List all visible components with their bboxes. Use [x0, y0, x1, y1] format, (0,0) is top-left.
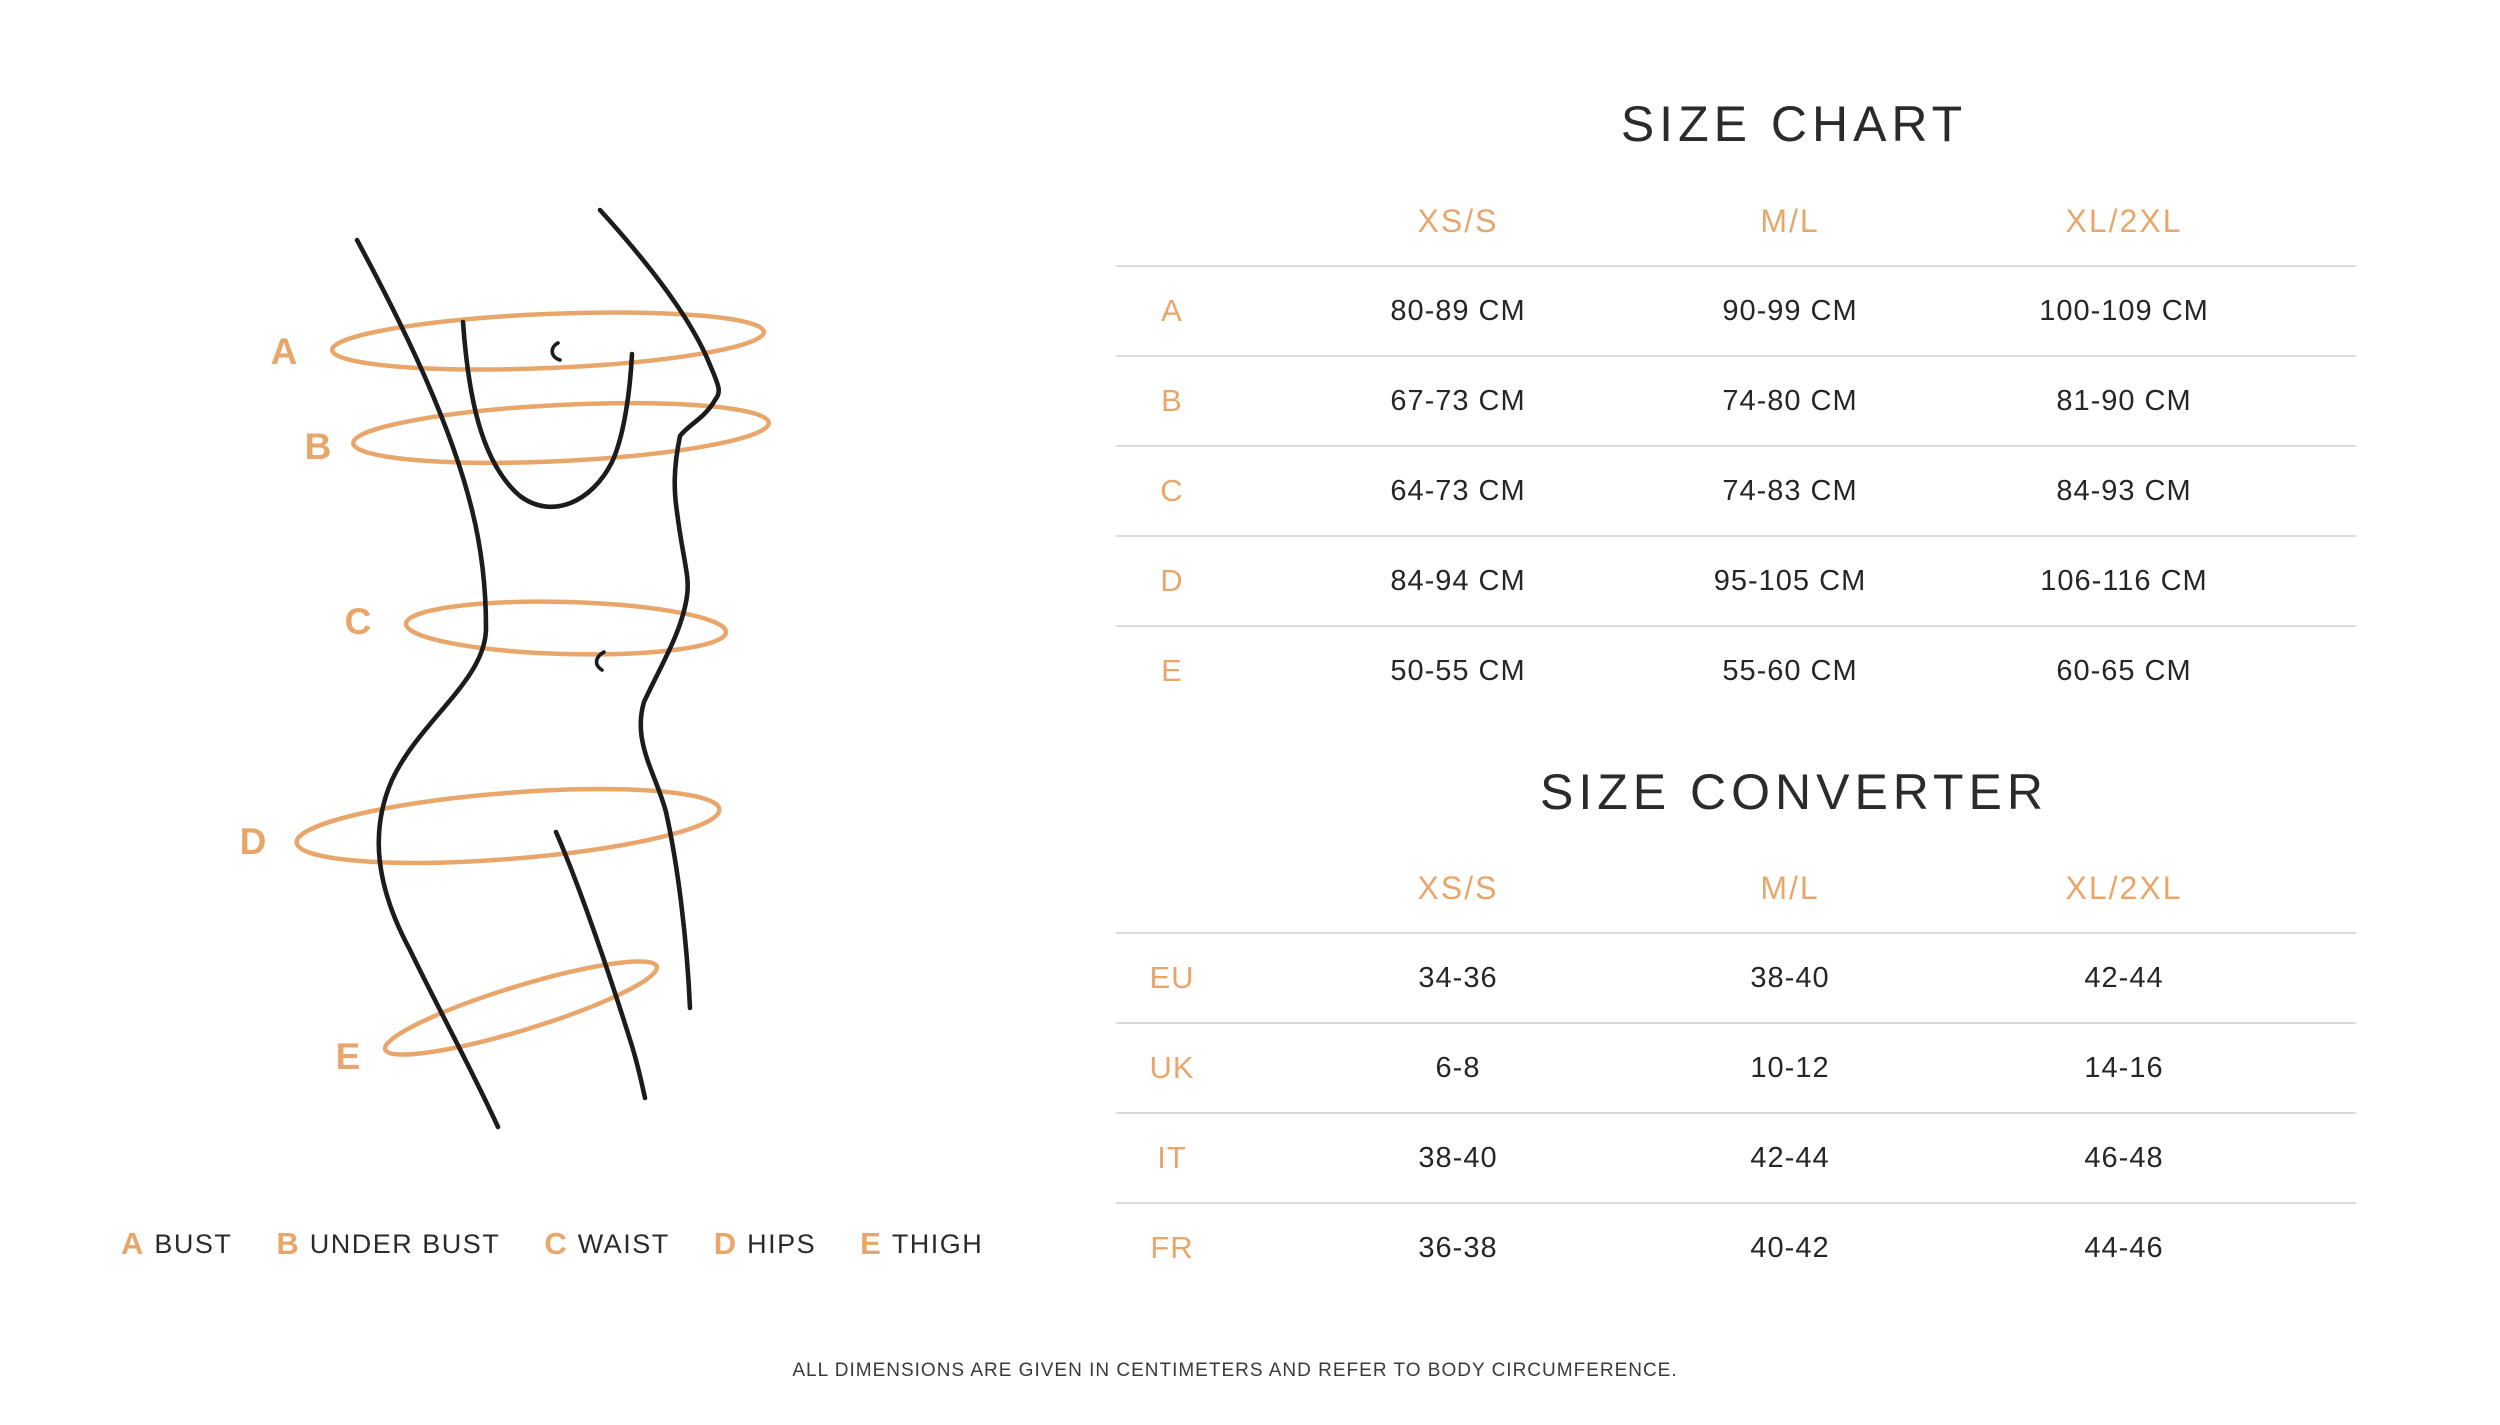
cell-value: 80-89 CM [1390, 294, 1526, 327]
legend-label-bust: BUST [154, 1228, 233, 1259]
size-converter-header-row [1116, 845, 2356, 934]
size-chart-title: SIZE CHART [1620, 96, 1968, 152]
size-chart-col-m-l: M/L [1760, 203, 1820, 239]
underbust-hoop-b [352, 395, 770, 471]
size-converter-title: SIZE CONVERTER [1539, 764, 2049, 820]
legend-letter-c: C [544, 1226, 567, 1261]
table-row [1116, 627, 2356, 715]
cell-value: 42-44 [1750, 1141, 1830, 1174]
legend-label-hips: HIPS [747, 1228, 817, 1259]
size-converter-col-m-l: M/L [1760, 870, 1820, 906]
cell-value: 90-99 CM [1722, 294, 1858, 327]
size-converter-table [1116, 845, 2356, 1292]
row-label: B [1161, 383, 1183, 418]
figure-label-c: C [344, 601, 372, 642]
size-chart-header-row [1116, 178, 2356, 267]
cell-value: 95-105 CM [1713, 564, 1867, 597]
size-chart-table [1116, 178, 2356, 715]
figure-label-b: B [304, 426, 332, 467]
table-row [1116, 447, 2356, 537]
cell-value: 38-40 [1418, 1141, 1498, 1174]
cell-value: 60-65 CM [2056, 654, 2192, 687]
legend-letter-d: D [713, 1226, 737, 1261]
cell-value: 74-80 CM [1722, 384, 1858, 417]
legend-item-thigh [860, 1226, 983, 1262]
size-chart-col-xs-s: XS/S [1417, 203, 1499, 239]
legend-letter-b: B [276, 1226, 299, 1261]
table-row [1116, 934, 2356, 1024]
legend-item-hips [714, 1226, 816, 1262]
table-row [1116, 1204, 2356, 1292]
body-measurement-figure [120, 140, 880, 1150]
cell-value: 34-36 [1418, 961, 1498, 994]
cell-value: 10-12 [1750, 1051, 1830, 1084]
back-contour-line [357, 240, 498, 1127]
cell-value: 50-55 CM [1390, 654, 1526, 687]
table-row [1116, 537, 2356, 627]
table-row [1116, 1024, 2356, 1114]
row-label: E [1161, 653, 1183, 688]
row-label: C [1160, 473, 1184, 508]
cell-value: 67-73 CM [1390, 384, 1526, 417]
legend-label-waist: WAIST [577, 1228, 670, 1259]
legend-item-under-bust [276, 1226, 500, 1262]
row-label: EU [1149, 960, 1195, 995]
footer-note: ALL DIMENSIONS ARE GIVEN IN CENTIMETERS AND REFER TO BODY CIRCUMFERENCE. [792, 1360, 1678, 1381]
navel-mark [597, 652, 604, 670]
cell-value: 106-116 CM [2040, 564, 2208, 597]
measurement-legend [121, 1226, 983, 1262]
cell-value: 44-46 [2084, 1231, 2164, 1264]
size-chart-col-xl-2xl: XL/2XL [2065, 203, 2183, 239]
legend-letter-e: E [860, 1226, 881, 1261]
legend-letter-a: A [121, 1226, 144, 1261]
breast-contour-line [463, 322, 632, 507]
figure-label-a: A [270, 331, 298, 372]
table-row [1116, 1114, 2356, 1204]
cell-value: 81-90 CM [2056, 384, 2192, 417]
cell-value: 38-40 [1750, 961, 1830, 994]
figure-label-e: E [335, 1036, 361, 1077]
cell-value: 36-38 [1418, 1231, 1498, 1264]
cell-value: 100-109 CM [2039, 294, 2209, 327]
cell-value: 42-44 [2084, 961, 2164, 994]
cell-value: 64-73 CM [1390, 474, 1526, 507]
row-label: A [1161, 293, 1183, 328]
row-label: D [1160, 563, 1184, 598]
cell-value: 14-16 [2084, 1051, 2164, 1084]
cell-value: 55-60 CM [1722, 654, 1858, 687]
row-label: UK [1149, 1050, 1195, 1085]
row-label: FR [1150, 1230, 1194, 1265]
size-converter-col-xl-2xl: XL/2XL [2065, 870, 2183, 906]
cell-value: 40-42 [1750, 1231, 1830, 1264]
cell-value: 74-83 CM [1722, 474, 1858, 507]
size-converter-col-xs-s: XS/S [1417, 870, 1499, 906]
table-row [1116, 357, 2356, 447]
row-label: IT [1157, 1140, 1187, 1175]
cell-value: 46-48 [2084, 1141, 2164, 1174]
legend-label-under-bust: UNDER BUST [309, 1228, 501, 1259]
figure-label-d: D [239, 821, 267, 862]
nipple-mark [552, 343, 560, 360]
legend-item-bust [121, 1226, 232, 1262]
table-row [1116, 267, 2356, 357]
legend-label-thigh: THIGH [891, 1228, 984, 1259]
cell-value: 84-93 CM [2056, 474, 2192, 507]
legend-item-waist [544, 1226, 669, 1262]
cell-value: 6-8 [1435, 1051, 1481, 1084]
cell-value: 84-94 CM [1390, 564, 1526, 597]
